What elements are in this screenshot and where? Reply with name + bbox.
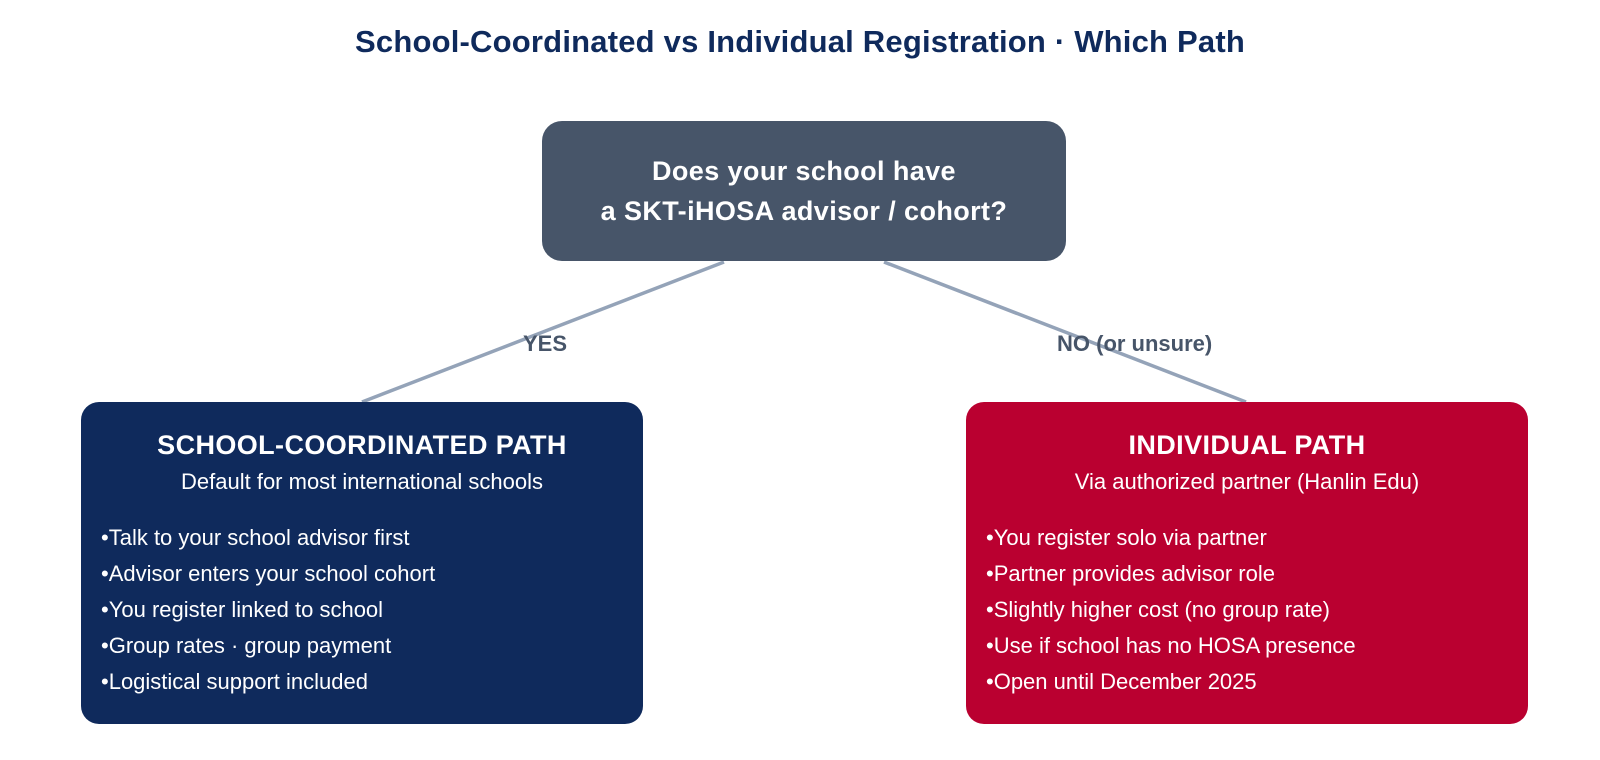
individual-path-title: INDIVIDUAL PATH	[1128, 430, 1366, 460]
question-node	[542, 121, 1066, 261]
page-title: School-Coordinated vs Individual Registration · Which Path	[355, 24, 1245, 59]
school-path-item: • Logistical support included	[101, 664, 643, 700]
edge-label-yes: YES	[523, 331, 568, 356]
individual-path-item: • Open until December 2025	[986, 664, 1528, 700]
school-coordinated-path-node	[81, 402, 643, 724]
school-path-item: • Talk to your school advisor first	[101, 520, 643, 556]
school-path-list	[81, 520, 643, 700]
question-text	[601, 151, 1008, 231]
school-path-item: • Group rates · group payment	[101, 628, 643, 664]
question-line-1: Does your school have	[651, 156, 956, 186]
individual-path-node	[966, 402, 1528, 724]
individual-path-item: • You register solo via partner	[986, 520, 1528, 556]
school-path-item: • You register linked to school	[101, 592, 643, 628]
question-line-2: a SKT-iHOSA advisor / cohort?	[600, 196, 1008, 226]
school-path-title: SCHOOL-COORDINATED PATH	[157, 430, 567, 460]
individual-path-list	[966, 520, 1528, 700]
edge-label-no: NO (or unsure)	[1057, 331, 1213, 356]
individual-path-item: • Use if school has no HOSA presence	[986, 628, 1528, 664]
individual-path-subtitle: Via authorized partner (Hanlin Edu)	[1074, 469, 1420, 494]
individual-path-item: • Partner provides advisor role	[986, 556, 1528, 592]
school-path-subtitle: Default for most international schools	[181, 469, 543, 494]
individual-path-item: • Slightly higher cost (no group rate)	[986, 592, 1528, 628]
school-path-item: • Advisor enters your school cohort	[101, 556, 643, 592]
